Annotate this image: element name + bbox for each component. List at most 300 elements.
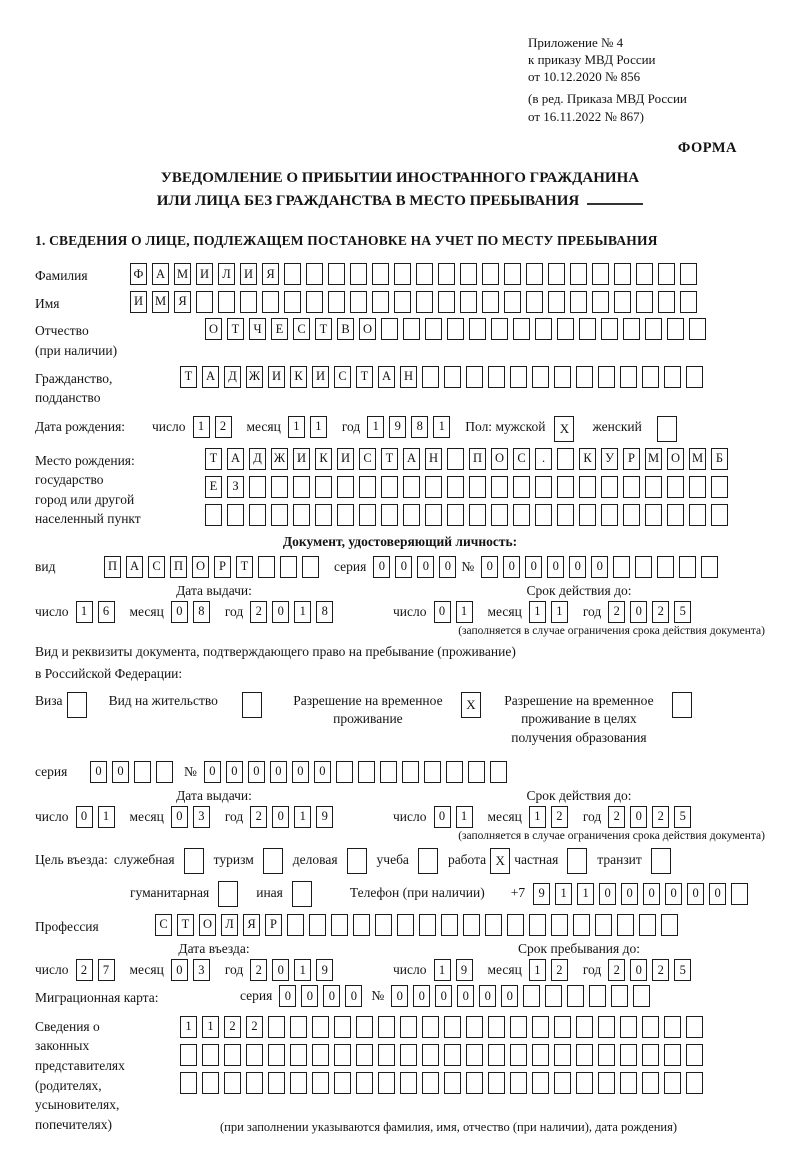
form-cell[interactable]: 9 [316, 959, 333, 981]
form-cell[interactable] [526, 263, 543, 285]
form-cell[interactable]: 2 [250, 806, 267, 828]
form-cell[interactable] [381, 476, 398, 498]
form-cell[interactable] [422, 1072, 439, 1094]
form-cell[interactable] [620, 1044, 637, 1066]
form-cell[interactable] [592, 263, 609, 285]
form-cell[interactable]: И [293, 448, 310, 470]
form-cell[interactable]: Р [265, 914, 282, 936]
form-cell[interactable] [293, 476, 310, 498]
form-cell[interactable] [617, 914, 634, 936]
form-cell[interactable]: 0 [435, 985, 452, 1007]
form-cell[interactable]: В [337, 318, 354, 340]
form-cell[interactable] [156, 761, 173, 783]
form-cell[interactable] [447, 318, 464, 340]
form-cell[interactable] [424, 761, 441, 783]
form-cell[interactable]: 0 [112, 761, 129, 783]
form-cell[interactable]: 9 [533, 883, 550, 905]
form-cell[interactable]: 0 [272, 959, 289, 981]
form-cell[interactable] [636, 291, 653, 313]
form-cell[interactable] [196, 291, 213, 313]
form-cell[interactable]: С [155, 914, 172, 936]
form-cell[interactable] [667, 318, 684, 340]
form-cell[interactable]: А [378, 366, 395, 388]
form-cell[interactable] [579, 318, 596, 340]
form-cell[interactable] [667, 504, 684, 526]
form-cell[interactable] [645, 476, 662, 498]
form-cell[interactable] [523, 985, 540, 1007]
form-cell[interactable]: 5 [674, 806, 691, 828]
form-cell[interactable]: И [196, 263, 213, 285]
form-cell[interactable]: Ж [246, 366, 263, 388]
form-cell[interactable]: А [227, 448, 244, 470]
form-cell[interactable] [613, 556, 630, 578]
form-cell[interactable] [642, 366, 659, 388]
form-cell[interactable]: З [227, 476, 244, 498]
form-cell[interactable]: 0 [665, 883, 682, 905]
form-cell[interactable] [664, 1044, 681, 1066]
form-cell[interactable] [356, 1044, 373, 1066]
form-cell[interactable] [548, 291, 565, 313]
form-cell[interactable]: О [491, 448, 508, 470]
form-cell[interactable] [491, 504, 508, 526]
form-cell[interactable] [375, 914, 392, 936]
form-cell[interactable] [359, 504, 376, 526]
form-cell[interactable]: П [170, 556, 187, 578]
form-cell[interactable] [334, 1072, 351, 1094]
form-cell[interactable]: Т [315, 318, 332, 340]
form-cell[interactable] [679, 556, 696, 578]
form-cell[interactable]: 2 [652, 601, 669, 623]
form-cell[interactable] [557, 448, 574, 470]
form-cell[interactable] [460, 263, 477, 285]
form-cell[interactable]: Т [205, 448, 222, 470]
form-cell[interactable]: 0 [171, 806, 188, 828]
form-cell[interactable] [557, 476, 574, 498]
form-cell[interactable] [466, 1016, 483, 1038]
form-cell[interactable]: 1 [529, 601, 546, 623]
form-cell[interactable] [658, 263, 675, 285]
form-cell[interactable]: 2 [76, 959, 93, 981]
form-cell[interactable]: 0 [391, 985, 408, 1007]
form-cell[interactable]: 0 [204, 761, 221, 783]
form-cell[interactable]: 0 [525, 556, 542, 578]
form-cell[interactable] [513, 318, 530, 340]
form-cell[interactable]: 0 [292, 761, 309, 783]
form-cell[interactable]: Н [400, 366, 417, 388]
form-cell[interactable]: 0 [373, 556, 390, 578]
form-cell[interactable] [532, 1072, 549, 1094]
form-cell[interactable]: Т [177, 914, 194, 936]
form-cell[interactable] [636, 263, 653, 285]
form-cell[interactable] [491, 318, 508, 340]
form-cell[interactable]: 0 [314, 761, 331, 783]
form-cell[interactable] [579, 476, 596, 498]
form-cell[interactable]: К [290, 366, 307, 388]
form-cell[interactable] [532, 366, 549, 388]
form-cell[interactable] [306, 263, 323, 285]
form-cell[interactable]: И [130, 291, 147, 313]
form-cell[interactable] [350, 291, 367, 313]
residence-permit-checkbox[interactable] [242, 692, 262, 718]
form-cell[interactable]: 0 [709, 883, 726, 905]
form-cell[interactable] [403, 318, 420, 340]
form-cell[interactable]: 1 [310, 416, 327, 438]
form-cell[interactable] [642, 1072, 659, 1094]
form-cell[interactable] [444, 1044, 461, 1066]
form-cell[interactable]: 3 [193, 806, 210, 828]
form-cell[interactable] [485, 914, 502, 936]
form-cell[interactable]: Т [236, 556, 253, 578]
form-cell[interactable] [246, 1044, 263, 1066]
form-cell[interactable]: 2 [652, 959, 669, 981]
form-cell[interactable]: А [152, 263, 169, 285]
form-cell[interactable] [633, 985, 650, 1007]
form-cell[interactable] [268, 1016, 285, 1038]
form-cell[interactable]: Р [214, 556, 231, 578]
form-cell[interactable]: 0 [599, 883, 616, 905]
form-cell[interactable]: 0 [481, 556, 498, 578]
form-cell[interactable] [490, 761, 507, 783]
form-cell[interactable] [488, 1044, 505, 1066]
form-cell[interactable] [328, 291, 345, 313]
form-cell[interactable] [557, 504, 574, 526]
form-cell[interactable] [598, 1016, 615, 1038]
form-cell[interactable] [224, 1044, 241, 1066]
form-cell[interactable]: 0 [479, 985, 496, 1007]
form-cell[interactable]: Д [224, 366, 241, 388]
form-cell[interactable]: Е [205, 476, 222, 498]
form-cell[interactable] [623, 476, 640, 498]
form-cell[interactable]: 2 [224, 1016, 241, 1038]
form-cell[interactable]: О [359, 318, 376, 340]
form-cell[interactable] [425, 476, 442, 498]
form-cell[interactable] [444, 366, 461, 388]
form-cell[interactable]: 1 [288, 416, 305, 438]
form-cell[interactable]: 0 [226, 761, 243, 783]
purpose-private-checkbox[interactable] [567, 848, 587, 874]
form-cell[interactable] [397, 914, 414, 936]
purpose-tourism-checkbox[interactable] [263, 848, 283, 874]
form-cell[interactable] [416, 291, 433, 313]
form-cell[interactable] [548, 263, 565, 285]
form-cell[interactable]: 3 [193, 959, 210, 981]
form-cell[interactable] [224, 1072, 241, 1094]
form-cell[interactable] [701, 556, 718, 578]
form-cell[interactable] [642, 1016, 659, 1038]
form-cell[interactable] [667, 476, 684, 498]
form-cell[interactable] [611, 985, 628, 1007]
form-cell[interactable] [554, 1044, 571, 1066]
form-cell[interactable]: 1 [180, 1016, 197, 1038]
temp-residence-edu-checkbox[interactable] [672, 692, 692, 718]
form-cell[interactable]: Ф [130, 263, 147, 285]
form-cell[interactable] [557, 318, 574, 340]
form-cell[interactable] [488, 366, 505, 388]
form-cell[interactable]: 1 [202, 1016, 219, 1038]
form-cell[interactable] [402, 761, 419, 783]
form-cell[interactable] [315, 504, 332, 526]
form-cell[interactable]: 0 [413, 985, 430, 1007]
form-cell[interactable] [378, 1016, 395, 1038]
form-cell[interactable] [441, 914, 458, 936]
form-cell[interactable] [356, 1072, 373, 1094]
form-cell[interactable]: П [104, 556, 121, 578]
form-cell[interactable]: 8 [193, 601, 210, 623]
form-cell[interactable] [592, 291, 609, 313]
form-cell[interactable] [635, 556, 652, 578]
form-cell[interactable]: Д [249, 448, 266, 470]
purpose-commercial-checkbox[interactable] [347, 848, 367, 874]
form-cell[interactable]: 0 [591, 556, 608, 578]
form-cell[interactable]: 1 [555, 883, 572, 905]
form-cell[interactable] [422, 1016, 439, 1038]
form-cell[interactable] [438, 291, 455, 313]
form-cell[interactable]: 0 [171, 601, 188, 623]
form-cell[interactable] [639, 914, 656, 936]
form-cell[interactable]: 2 [246, 1016, 263, 1038]
form-cell[interactable] [589, 985, 606, 1007]
form-cell[interactable]: 0 [345, 985, 362, 1007]
form-cell[interactable] [205, 504, 222, 526]
form-cell[interactable] [268, 1072, 285, 1094]
form-cell[interactable]: 0 [643, 883, 660, 905]
form-cell[interactable] [488, 1016, 505, 1038]
form-cell[interactable]: 1 [294, 959, 311, 981]
form-cell[interactable]: 0 [90, 761, 107, 783]
form-cell[interactable] [466, 366, 483, 388]
form-cell[interactable] [309, 914, 326, 936]
form-cell[interactable] [353, 914, 370, 936]
form-cell[interactable] [598, 366, 615, 388]
form-cell[interactable] [482, 263, 499, 285]
form-cell[interactable]: 5 [674, 601, 691, 623]
form-cell[interactable]: 0 [417, 556, 434, 578]
form-cell[interactable] [336, 761, 353, 783]
form-cell[interactable] [249, 504, 266, 526]
form-cell[interactable]: Н [425, 448, 442, 470]
form-cell[interactable]: О [199, 914, 216, 936]
form-cell[interactable] [334, 1044, 351, 1066]
form-cell[interactable] [258, 556, 275, 578]
form-cell[interactable] [312, 1044, 329, 1066]
form-cell[interactable] [680, 263, 697, 285]
male-checkbox[interactable]: X [554, 416, 574, 442]
form-cell[interactable]: 0 [76, 806, 93, 828]
form-cell[interactable] [460, 291, 477, 313]
form-cell[interactable] [510, 1044, 527, 1066]
form-cell[interactable]: 1 [456, 601, 473, 623]
form-cell[interactable] [689, 504, 706, 526]
purpose-study-checkbox[interactable] [418, 848, 438, 874]
form-cell[interactable] [240, 291, 257, 313]
form-cell[interactable] [576, 366, 593, 388]
form-cell[interactable] [689, 476, 706, 498]
form-cell[interactable]: И [268, 366, 285, 388]
form-cell[interactable] [507, 914, 524, 936]
form-cell[interactable] [576, 1072, 593, 1094]
form-cell[interactable] [403, 476, 420, 498]
form-cell[interactable] [567, 985, 584, 1007]
form-cell[interactable]: 0 [434, 806, 451, 828]
form-cell[interactable] [686, 1016, 703, 1038]
form-cell[interactable]: 2 [250, 959, 267, 981]
form-cell[interactable] [394, 291, 411, 313]
form-cell[interactable] [657, 556, 674, 578]
form-cell[interactable]: Я [174, 291, 191, 313]
form-cell[interactable] [381, 504, 398, 526]
form-cell[interactable] [180, 1044, 197, 1066]
form-cell[interactable] [403, 504, 420, 526]
form-cell[interactable] [510, 1016, 527, 1038]
form-cell[interactable] [614, 291, 631, 313]
form-cell[interactable] [488, 1072, 505, 1094]
form-cell[interactable] [271, 476, 288, 498]
form-cell[interactable] [463, 914, 480, 936]
form-cell[interactable] [623, 504, 640, 526]
form-cell[interactable]: О [667, 448, 684, 470]
form-cell[interactable] [645, 504, 662, 526]
form-cell[interactable] [380, 761, 397, 783]
form-cell[interactable]: 1 [456, 806, 473, 828]
form-cell[interactable]: И [240, 263, 257, 285]
form-cell[interactable] [290, 1016, 307, 1038]
form-cell[interactable]: 0 [630, 806, 647, 828]
form-cell[interactable] [425, 504, 442, 526]
form-cell[interactable] [579, 504, 596, 526]
form-cell[interactable]: 7 [98, 959, 115, 981]
form-cell[interactable]: 5 [674, 959, 691, 981]
form-cell[interactable]: . [535, 448, 552, 470]
form-cell[interactable]: 2 [608, 601, 625, 623]
form-cell[interactable] [306, 291, 323, 313]
form-cell[interactable]: Б [711, 448, 728, 470]
form-cell[interactable] [620, 1016, 637, 1038]
form-cell[interactable]: Т [381, 448, 398, 470]
form-cell[interactable] [554, 366, 571, 388]
form-cell[interactable] [394, 263, 411, 285]
form-cell[interactable] [444, 1016, 461, 1038]
form-cell[interactable] [532, 1044, 549, 1066]
form-cell[interactable]: 0 [395, 556, 412, 578]
form-cell[interactable] [227, 504, 244, 526]
form-cell[interactable] [529, 914, 546, 936]
form-cell[interactable]: О [205, 318, 222, 340]
form-cell[interactable]: У [601, 448, 618, 470]
form-cell[interactable]: 2 [551, 959, 568, 981]
form-cell[interactable] [400, 1016, 417, 1038]
form-cell[interactable] [416, 263, 433, 285]
form-cell[interactable]: М [645, 448, 662, 470]
purpose-other-checkbox[interactable] [292, 881, 312, 907]
form-cell[interactable]: Т [227, 318, 244, 340]
temp-residence-checkbox[interactable]: X [461, 692, 481, 718]
form-cell[interactable] [601, 318, 618, 340]
form-cell[interactable]: Ч [249, 318, 266, 340]
form-cell[interactable]: 0 [272, 806, 289, 828]
form-cell[interactable] [315, 476, 332, 498]
form-cell[interactable] [287, 914, 304, 936]
form-cell[interactable]: 1 [551, 601, 568, 623]
form-cell[interactable] [664, 366, 681, 388]
form-cell[interactable] [400, 1072, 417, 1094]
form-cell[interactable]: Т [180, 366, 197, 388]
form-cell[interactable]: 9 [456, 959, 473, 981]
form-cell[interactable] [378, 1044, 395, 1066]
form-cell[interactable]: С [293, 318, 310, 340]
form-cell[interactable] [350, 263, 367, 285]
form-cell[interactable]: 0 [621, 883, 638, 905]
form-cell[interactable] [469, 318, 486, 340]
form-cell[interactable] [504, 263, 521, 285]
form-cell[interactable] [526, 291, 543, 313]
form-cell[interactable] [422, 1044, 439, 1066]
form-cell[interactable] [290, 1044, 307, 1066]
form-cell[interactable] [328, 263, 345, 285]
form-cell[interactable] [535, 476, 552, 498]
form-cell[interactable]: 0 [687, 883, 704, 905]
form-cell[interactable]: 1 [577, 883, 594, 905]
form-cell[interactable]: С [359, 448, 376, 470]
form-cell[interactable]: М [689, 448, 706, 470]
form-cell[interactable] [438, 263, 455, 285]
form-cell[interactable] [422, 366, 439, 388]
form-cell[interactable] [601, 476, 618, 498]
form-cell[interactable]: 0 [457, 985, 474, 1007]
form-cell[interactable] [689, 318, 706, 340]
purpose-humanitarian-checkbox[interactable] [218, 881, 238, 907]
form-cell[interactable] [302, 556, 319, 578]
form-cell[interactable]: 1 [529, 959, 546, 981]
form-cell[interactable] [284, 291, 301, 313]
form-cell[interactable] [576, 1016, 593, 1038]
form-cell[interactable]: 0 [301, 985, 318, 1007]
form-cell[interactable]: 0 [279, 985, 296, 1007]
form-cell[interactable]: 1 [294, 806, 311, 828]
form-cell[interactable] [731, 883, 748, 905]
form-cell[interactable]: 6 [98, 601, 115, 623]
form-cell[interactable]: С [334, 366, 351, 388]
form-cell[interactable]: П [469, 448, 486, 470]
form-cell[interactable] [711, 504, 728, 526]
form-cell[interactable]: 1 [193, 416, 210, 438]
form-cell[interactable]: 0 [569, 556, 586, 578]
form-cell[interactable] [202, 1044, 219, 1066]
form-cell[interactable] [686, 1044, 703, 1066]
form-cell[interactable] [532, 1016, 549, 1038]
form-cell[interactable]: 0 [501, 985, 518, 1007]
form-cell[interactable] [378, 1072, 395, 1094]
form-cell[interactable]: 8 [316, 601, 333, 623]
form-cell[interactable] [372, 263, 389, 285]
purpose-business-checkbox[interactable] [184, 848, 204, 874]
form-cell[interactable]: Ж [271, 448, 288, 470]
form-cell[interactable] [686, 366, 703, 388]
form-cell[interactable] [545, 985, 562, 1007]
form-cell[interactable] [381, 318, 398, 340]
form-cell[interactable] [513, 504, 530, 526]
form-cell[interactable]: 1 [98, 806, 115, 828]
form-cell[interactable] [598, 1044, 615, 1066]
form-cell[interactable] [661, 914, 678, 936]
form-cell[interactable] [595, 914, 612, 936]
form-cell[interactable]: Е [271, 318, 288, 340]
form-cell[interactable] [554, 1072, 571, 1094]
form-cell[interactable] [535, 504, 552, 526]
form-cell[interactable] [356, 1016, 373, 1038]
form-cell[interactable]: С [513, 448, 530, 470]
form-cell[interactable]: Т [356, 366, 373, 388]
form-cell[interactable]: И [312, 366, 329, 388]
